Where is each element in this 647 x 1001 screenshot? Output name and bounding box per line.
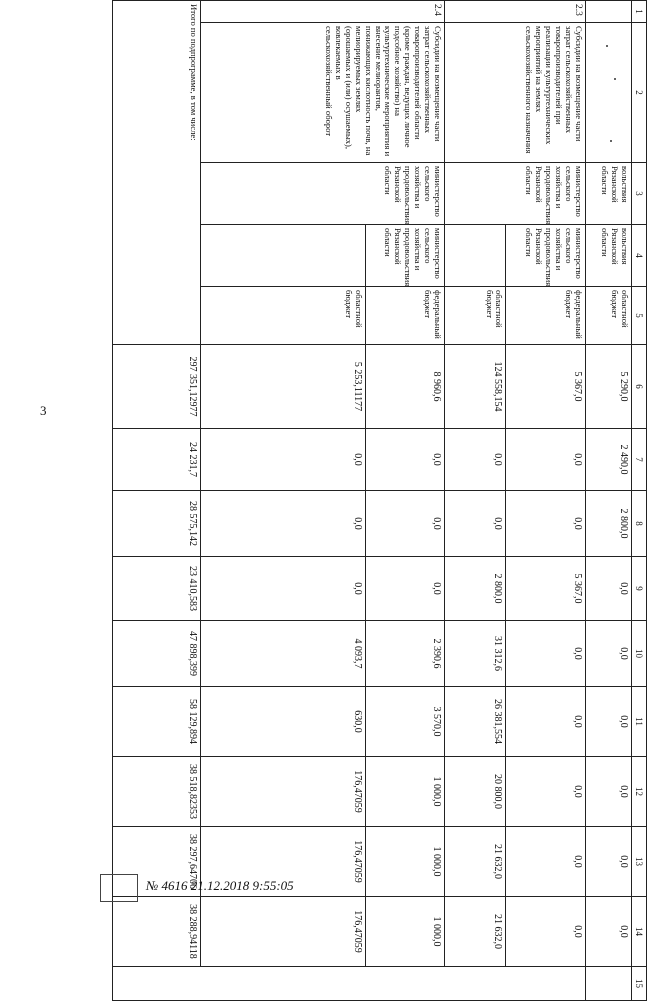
value-cell: 2 490,0 <box>585 429 631 491</box>
value-cell: 3 570,0 <box>365 687 444 757</box>
value-cell: 0,0 <box>585 827 631 897</box>
value-cell: 31 312,6 <box>444 621 506 687</box>
value-cell: 5 367,0 <box>506 345 585 429</box>
value-cell: 176,47059 <box>200 897 365 967</box>
column-number: 1 <box>631 1 646 23</box>
value-cell: 0,0 <box>365 429 444 491</box>
program-table <box>112 0 647 1001</box>
scan-speck <box>614 78 616 80</box>
value-cell: 26 381,554 <box>444 687 506 757</box>
stamp-text: № 4616 21.12.2018 9:55:05 <box>146 878 294 893</box>
value-cell: 0,0 <box>585 757 631 827</box>
registration-stamp <box>100 870 620 910</box>
table-row <box>506 1 585 1001</box>
column-number: 5 <box>631 287 646 345</box>
row-number <box>585 1 631 23</box>
value-cell: 8 960,6 <box>365 345 444 429</box>
note-cell <box>585 967 631 1001</box>
column-number: 12 <box>631 757 646 827</box>
column-number: 10 <box>631 621 646 687</box>
total-row <box>113 1 201 1001</box>
column-number: 13 <box>631 827 646 897</box>
column-number: 6 <box>631 345 646 429</box>
page-number: 3 <box>40 403 47 418</box>
value-cell: 20 800,0 <box>444 757 506 827</box>
value-cell: 2 390,6 <box>365 621 444 687</box>
total-value: 38 297,64706 <box>113 827 201 897</box>
value-cell: 0,0 <box>200 557 365 621</box>
row-number: 2.3 <box>444 1 585 23</box>
value-cell: 630,0 <box>200 687 365 757</box>
value-cell: 0,0 <box>506 491 585 557</box>
value-cell: 5 290,0 <box>585 345 631 429</box>
column-number: 11 <box>631 687 646 757</box>
value-cell: 21 632,0 <box>444 827 506 897</box>
value-cell: 0,0 <box>365 557 444 621</box>
column-number: 9 <box>631 557 646 621</box>
value-cell: 0,0 <box>200 429 365 491</box>
total-value: 297 351,12977 <box>113 345 201 429</box>
executor: вольствия Рязанской области <box>585 163 631 225</box>
value-cell: 0,0 <box>200 491 365 557</box>
value-cell: 0,0 <box>444 491 506 557</box>
value-cell: 5 253,11177 <box>200 345 365 429</box>
header-row <box>631 1 646 1001</box>
total-label: Итого по подпрограмме, в том числе: <box>113 1 201 345</box>
column-number: 15 <box>631 967 646 1001</box>
partner <box>444 225 506 287</box>
total-value: 47 898,399 <box>113 621 201 687</box>
column-number: 4 <box>631 225 646 287</box>
table-row <box>585 1 631 1001</box>
funding-source: областной бюджет <box>585 287 631 345</box>
partner <box>200 225 365 287</box>
column-number: 7 <box>631 429 646 491</box>
scan-speck <box>606 45 608 47</box>
value-cell: 5 367,0 <box>506 557 585 621</box>
column-number: 14 <box>631 897 646 967</box>
value-cell: 0,0 <box>506 621 585 687</box>
value-cell: 0,0 <box>444 429 506 491</box>
value-cell: 0,0 <box>506 687 585 757</box>
value-cell: 2 800,0 <box>585 491 631 557</box>
executor: министерство сельского хозяйства и продовольствия Рязанской области <box>200 163 444 225</box>
value-cell: 1 000,0 <box>365 897 444 967</box>
row-number: 2.4 <box>200 1 444 23</box>
total-value: 38 288,94118 <box>113 897 201 967</box>
funding-source: федеральный бюджет <box>506 287 585 345</box>
total-value: 24 231,7 <box>113 429 201 491</box>
total-value: 23 410,583 <box>113 557 201 621</box>
note-cell <box>113 967 586 1001</box>
funding-source: областной бюджет <box>444 287 506 345</box>
value-cell: 1 000,0 <box>365 827 444 897</box>
value-cell: 0,0 <box>365 491 444 557</box>
total-value: 28 575,142 <box>113 491 201 557</box>
value-cell: 0,0 <box>506 757 585 827</box>
value-cell: 0,0 <box>585 621 631 687</box>
total-value: 58 129,894 <box>113 687 201 757</box>
value-cell: 21 632,0 <box>444 897 506 967</box>
value-cell: 0,0 <box>585 687 631 757</box>
column-number: 2 <box>631 23 646 163</box>
table-row <box>365 1 444 1001</box>
value-cell: 1 000,0 <box>365 757 444 827</box>
measure-name: Субсидии на возмещение части затрат сельскохозяйственных товаропроизводителей области (кроме граждан, ведущих личное подсобное хозяйство) на культуртехнические мероприятия и внесение мелиорантов, понижающих кислотность почв, на мелиорируемых землях (орошаемых и (или) осушаемых), вовлекаемых в сельскохозяйственный оборот <box>200 23 444 163</box>
column-number: 3 <box>631 163 646 225</box>
value-cell: 0,0 <box>506 429 585 491</box>
funding-source: федеральный бюджет <box>365 287 444 345</box>
partner: министерство сельского хозяйства и продовольствия Рязанской области <box>506 225 585 287</box>
partner: вольствия Рязанской области <box>585 225 631 287</box>
value-cell: 0,0 <box>585 557 631 621</box>
rotated-table-container <box>112 0 647 1000</box>
scan-speck <box>610 140 612 142</box>
total-value: 38 518,82353 <box>113 757 201 827</box>
value-cell: 0,0 <box>506 827 585 897</box>
value-cell: 2 800,0 <box>444 557 506 621</box>
column-number: 8 <box>631 491 646 557</box>
funding-source: областной бюджет <box>200 287 365 345</box>
value-cell: 0,0 <box>585 897 631 967</box>
partner: министерство сельского хозяйства и продовольствия Рязанской области <box>365 225 444 287</box>
value-cell: 124 558,154 <box>444 345 506 429</box>
measure-name <box>585 23 631 163</box>
value-cell: 176,47059 <box>200 827 365 897</box>
stamp-logo-icon <box>100 874 138 902</box>
value-cell: 176,47059 <box>200 757 365 827</box>
executor: министерство сельского хозяйства и продовольствия Рязанской области <box>444 163 585 225</box>
value-cell: 4 093,7 <box>200 621 365 687</box>
value-cell: 0,0 <box>506 897 585 967</box>
measure-name: Субсидии на возмещение части затрат сельскохозяйственных товаропроизводителей при реализации культуртехнических мероприятий на землях сельскохозяйственного назначения <box>444 23 585 163</box>
